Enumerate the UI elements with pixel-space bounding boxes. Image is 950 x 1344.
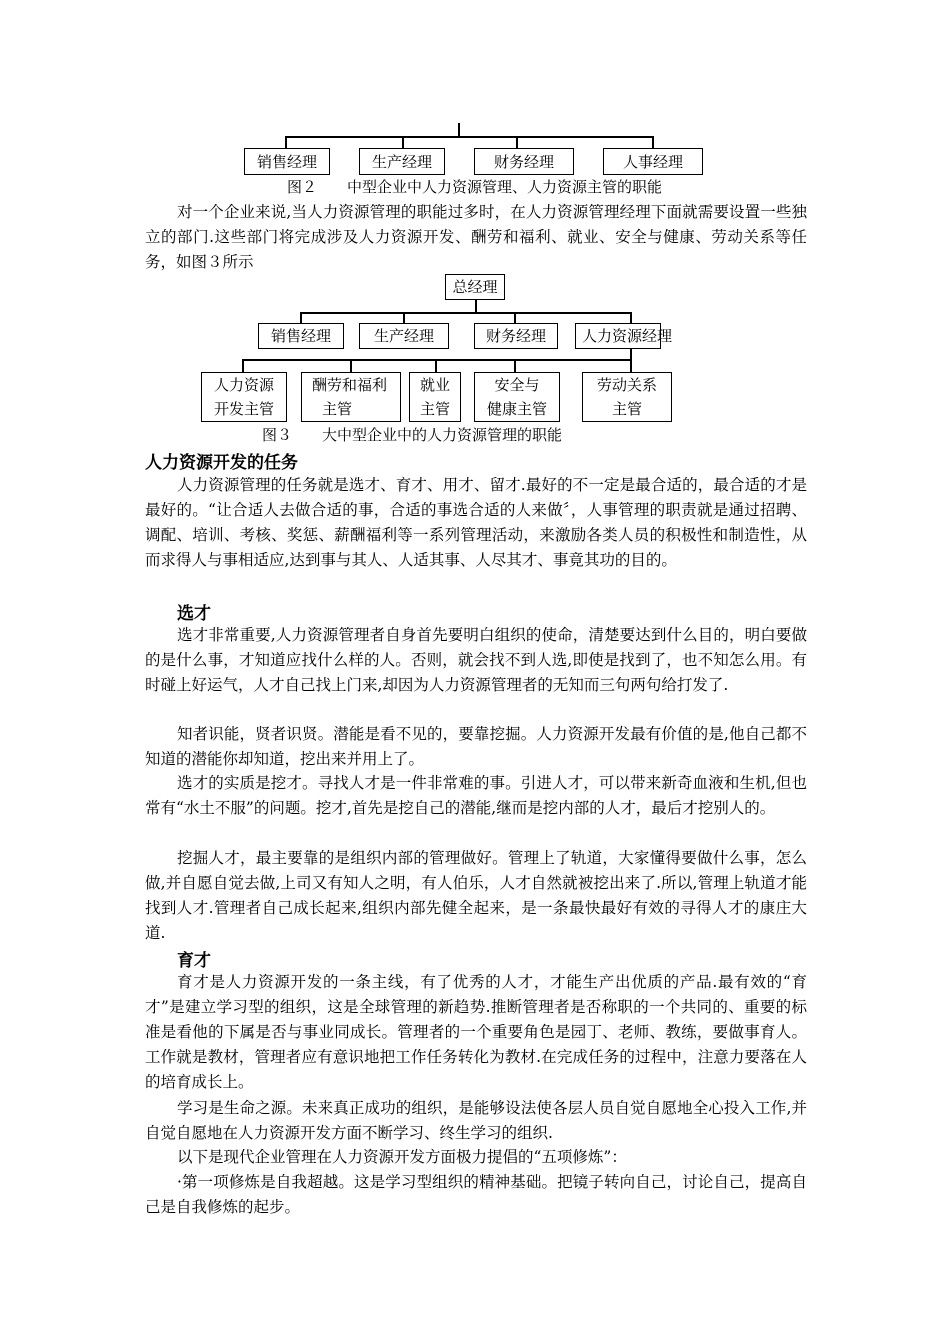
org-box-sales-manager: 销售经理: [244, 148, 330, 175]
yucai-paragraph-1: 育才是人力资源开发的一条主线，有了优秀的人才，才能生产出优质的产品.最有效的“育才”是建立学习型的组织，这是全球管理的新趋势.推断管理者是否称职的一个共同的、重要的标准是看他的下属是否与事业同成长。管理者的一个重要角色是园丁、老师、教练，要做事育人。工作就是教材，管理者应有意识地把工作任务转化为教材.在完成任务的过程中，注意力要落在人的培育成长上。: [145, 973, 807, 1091]
connector-line: [458, 123, 460, 137]
org-box-compensation-supervisor: [301, 372, 401, 422]
org-box-hr-manager: 人事经理: [603, 148, 703, 175]
box-line: 主管: [611, 400, 642, 418]
connector-line: [300, 312, 631, 314]
connector-line: [242, 359, 631, 361]
hr-manager-label: 人力资源经: [582, 327, 658, 345]
box-line: 开发主管: [213, 400, 274, 418]
connector-line: [514, 359, 516, 373]
xuancai-paragraph-4: 挖掘人才，最主要靠的是组织内部的管理做好。管理上了轨道，大家懂得要做什么事，怎么做,并自愿自觉去做,上司又有知人之明，有人伯乐，人才自然就被挖出来了.所以,管理上轨道才能找到人才.管理者自己成长起来,组织内部先健全起来，是一条最快最好有效的寻得人才的康庄大道.: [145, 849, 807, 942]
connector-line: [630, 359, 632, 373]
connector-line: [350, 359, 352, 373]
xuancai-paragraph-1: 选才非常重要,人力资源管理者自身首先要明白组织的使命，清楚要达到什么目的，明白要做的是什么事，才知道应找什么样的人。否则，就会找不到人选,即使是找到了，也不知怎么用。有时碰上好运气，人才自己找上门来,却因为人力资源管理者的无知而三句两句给打发了.: [145, 626, 807, 694]
box-line: 人力资源: [213, 376, 274, 394]
figure3-caption: 图３ 大中型企业中的人力资源管理的职能: [262, 426, 563, 444]
org-box-general-manager: 总经理: [445, 274, 505, 300]
subsection-title-xuancai: 选才: [177, 604, 211, 624]
xuancai-paragraph-3: 选才的实质是挖才。寻找人才是一件非常难的事。引进人才，可以带来新奇血液和生机,但也常有“水土不服”的问题。挖才,首先是挖自己的潜能,继而是挖内部的人才，最后才挖别人的。: [145, 774, 807, 817]
box-line: 主管: [322, 400, 353, 418]
box-line: 劳动关系: [596, 376, 657, 394]
yucai-paragraph-2: 学习是生命之源。未来真正成功的组织，是能够设法使各层人员自觉自愿地全心投入工作,并自觉自愿地在人力资源开发方面不断学习、终生学习的组织.: [145, 1099, 807, 1142]
yucai-bullet-1: ·第一项修炼是自我超越。这是学习型组织的精神基础。把镜子转向自己，讨论自己，提高自己是自我修炼的起步。: [145, 1173, 807, 1216]
org-box-finance-manager: 财务经理: [474, 323, 558, 349]
org-box-hr-manager: [575, 323, 673, 349]
org-box-production-manager: 生产经理: [359, 148, 445, 175]
section-intro-paragraph: 人力资源管理的任务就是选才、育才、用才、留才.最好的不一定是最合适的，最合适的才是最好的。“让合适人去做合适的事，合适的事选合适的人来做〞，人事管理的职责就是通过招聘、调配、培训、考核、奖惩、薪酬福利等一系列管理活动，来激励各类人员的积极性和制造性，从而求得人与事相适应,达到事与其人、人适其事、人尽其才、事竟其功的目的。: [145, 476, 807, 569]
org-box-sales-manager: 销售经理: [258, 323, 344, 349]
intro-paragraph: 对一个企业来说,当人力资源管理的职能过多时，在人力资源管理经理下面就需要设置一些独立的部门.这些部门将完成涉及人力资源开发、酬劳和福利、就业、安全与健康、劳动关系等任务，如图３所示: [145, 203, 807, 271]
xuancai-paragraph-2: 知者识能，贤者识贤。潜能是看不见的，要靠挖掘。人力资源开发最有价值的是,他自己都不知道的潜能你却知道，挖出来并用上了。: [145, 725, 807, 768]
org-box-safety-health-supervisor: [474, 372, 560, 422]
section-title: 人力资源开发的任务: [145, 453, 298, 473]
hr-manager-label-overflow: 理: [657, 327, 673, 345]
org-box-finance-manager: 财务经理: [474, 148, 574, 175]
box-line: 就业: [419, 376, 450, 394]
box-line: 健康主管: [486, 400, 547, 418]
box-line: 安全与: [494, 376, 540, 394]
connector-line: [285, 136, 653, 138]
box-line: 酬劳和福利: [312, 376, 388, 394]
subsection-title-yucai: 育才: [177, 951, 211, 971]
connector-line: [242, 359, 244, 373]
org-box-labor-relations-supervisor: [582, 372, 672, 422]
org-box-hr-development-supervisor: [201, 372, 287, 422]
box-line: 主管: [419, 400, 450, 418]
connector-line: [435, 359, 437, 373]
figure2-caption: 图２ 中型企业中人力资源管理、人力资源主管的职能: [287, 178, 663, 196]
org-box-production-manager: 生产经理: [359, 323, 449, 349]
org-box-employment-supervisor: [409, 372, 461, 422]
yucai-paragraph-3: 以下是现代企业管理在人力资源开发方面极力提倡的“五项修炼”：: [177, 1148, 627, 1166]
